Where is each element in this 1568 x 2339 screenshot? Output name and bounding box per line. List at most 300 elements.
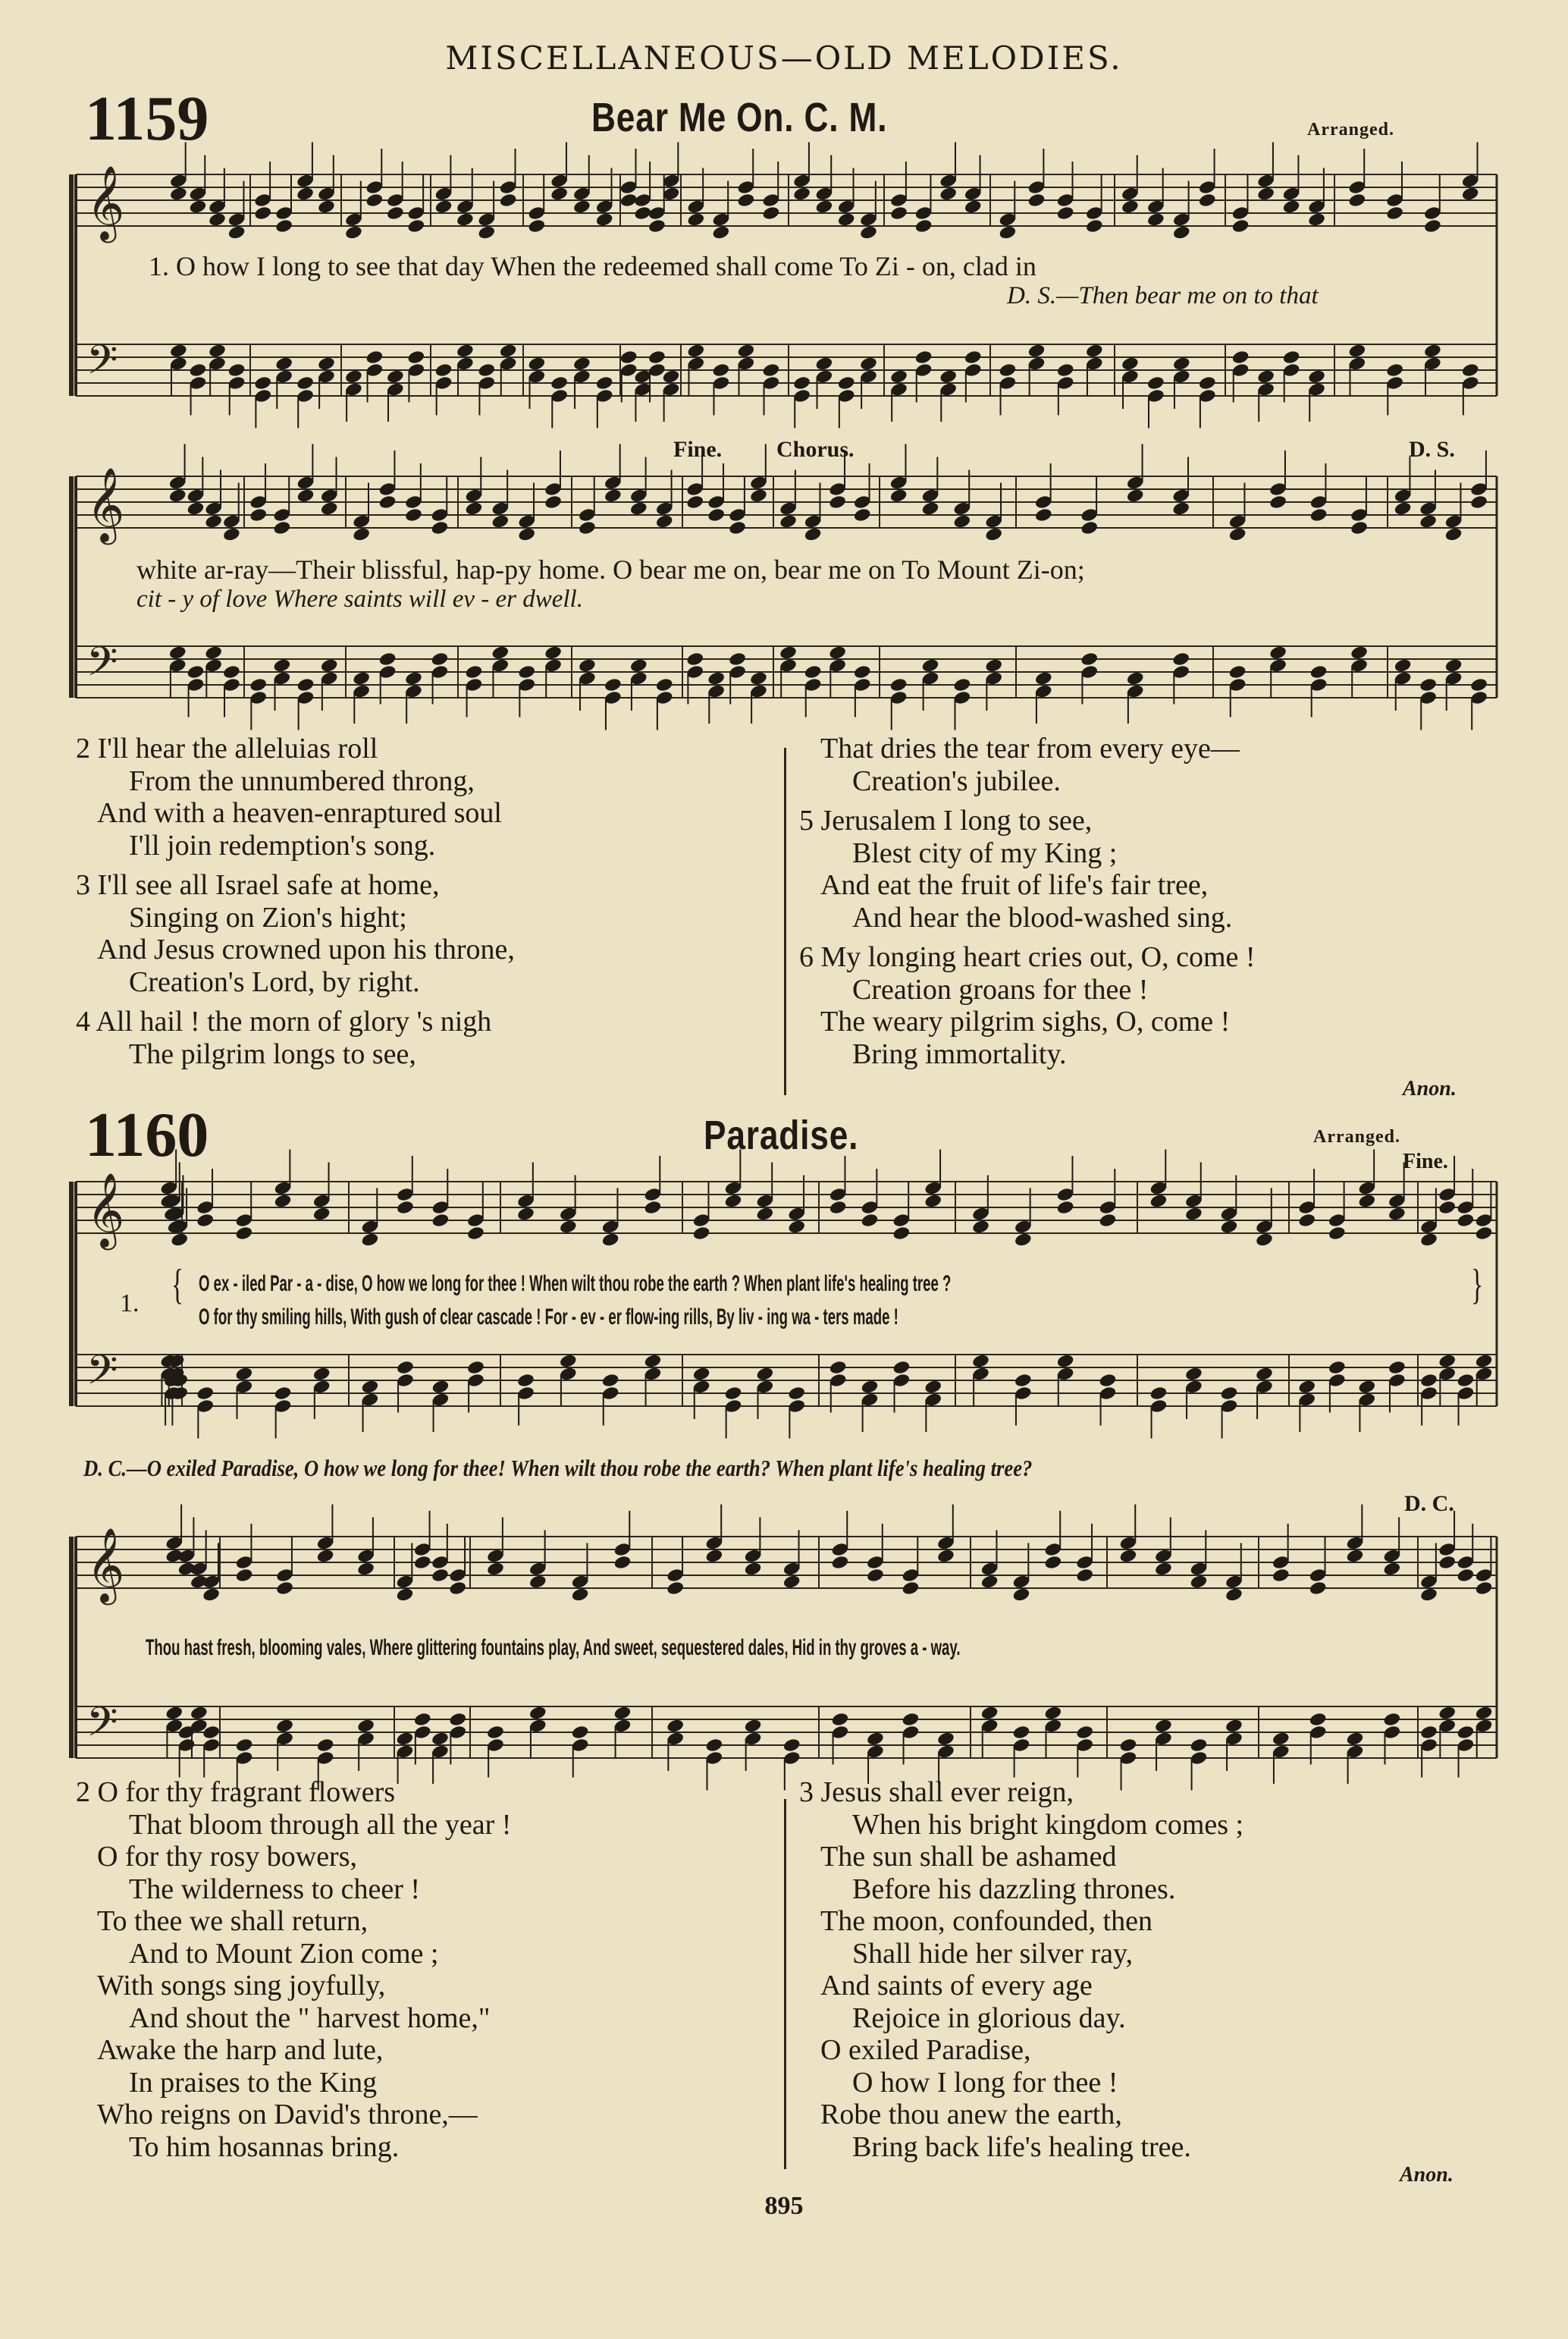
note-head — [711, 363, 730, 378]
hymn-1159-stanzas-right — [799, 733, 1256, 1078]
note-head — [1309, 1581, 1328, 1596]
note-head — [1469, 494, 1488, 510]
note-head — [572, 199, 591, 215]
stanza-line — [97, 1873, 511, 1906]
note-head — [1171, 501, 1190, 516]
note-head — [222, 664, 241, 680]
note-head — [1350, 645, 1369, 661]
stanza-text: The pilgrim longs to see, — [129, 1038, 416, 1070]
stanza-text: Who reigns on David's throne,— — [97, 2099, 478, 2130]
note-head — [1231, 218, 1250, 234]
note-head — [914, 218, 933, 234]
note-head — [1457, 1373, 1475, 1389]
note-head — [317, 199, 336, 215]
note-head — [1043, 1555, 1062, 1571]
hymn-1159-author: Anon. — [1403, 1077, 1457, 1100]
note-head — [921, 501, 940, 516]
note-head — [1297, 1213, 1316, 1229]
note-head — [1126, 488, 1145, 504]
note-head — [396, 1360, 415, 1376]
note-head — [296, 677, 315, 693]
note-head — [686, 212, 705, 228]
stanza-line — [820, 1873, 1243, 1906]
stanza-text: Singing on Zion's hight; — [129, 901, 407, 934]
stanza-line — [820, 2067, 1243, 2099]
note-head — [456, 343, 475, 359]
note-head — [499, 343, 518, 359]
stanza-text: When his bright kingdom comes ; — [852, 1808, 1244, 1841]
note-head — [316, 1548, 335, 1564]
note-head — [253, 206, 272, 221]
note-head — [861, 1379, 880, 1395]
page-header: MISCELLANEOUS—OLD MELODIES. — [445, 39, 1123, 77]
bass-clef-icon: 𝄢 — [86, 1347, 118, 1404]
stanza-line — [97, 2034, 511, 2067]
note-head — [644, 1200, 663, 1216]
note-head — [1231, 350, 1250, 366]
hymn-1159-lyric-line-1: 1. O how I long to see that day When the redeemed shall come To Zi - on, clad in — [149, 251, 1036, 281]
stanza-line — [820, 2002, 1243, 2035]
note-head — [406, 350, 425, 366]
note-head — [762, 206, 781, 221]
note-head — [866, 1568, 885, 1584]
note-head — [448, 1712, 467, 1728]
note-head — [724, 1386, 743, 1402]
note-head — [296, 488, 315, 504]
stanza-line — [97, 797, 515, 830]
note-head — [984, 526, 1003, 542]
note-head — [831, 1555, 850, 1571]
note-head — [1119, 1548, 1138, 1564]
note-head — [396, 1587, 415, 1603]
note-head — [571, 1587, 590, 1603]
note-head — [477, 224, 496, 240]
stanza-line — [97, 1841, 511, 1873]
note-head — [1154, 1561, 1173, 1577]
note-head — [189, 363, 208, 378]
note-head — [378, 494, 397, 510]
stanza-text: The wilderness to cheer ! — [129, 1873, 421, 1905]
stanza-number: 5 — [799, 805, 821, 837]
stanza-text: Awake the harp and lute, — [97, 2034, 384, 2066]
stanza-line — [820, 765, 1256, 798]
note-head — [1357, 1193, 1376, 1209]
note-head — [728, 520, 747, 536]
note-head — [889, 206, 908, 221]
stanza-line — [820, 1841, 1243, 1873]
note-head — [1423, 218, 1442, 234]
note-head — [1184, 1366, 1203, 1382]
stanza-line — [97, 966, 515, 999]
note-head — [486, 1725, 505, 1741]
stanza-line — [820, 2034, 1243, 2067]
stanza-number: 2 — [76, 733, 98, 764]
stanza-text: And saints of every age — [820, 1970, 1093, 2001]
note-head — [1012, 1725, 1031, 1741]
note-head — [964, 350, 983, 366]
note-head — [1198, 375, 1217, 391]
note-head — [559, 1219, 578, 1235]
note-head — [273, 658, 292, 673]
note-head — [939, 369, 958, 385]
note-head — [466, 1360, 485, 1376]
note-head — [235, 1366, 254, 1382]
note-head — [1119, 1738, 1138, 1753]
note-head — [1126, 670, 1145, 686]
note-head — [386, 206, 405, 221]
stanza-text: Jesus shall ever reign, — [820, 1776, 1074, 1808]
note-head — [204, 513, 223, 529]
stanza-text: The sun shall be ashamed — [820, 1841, 1117, 1873]
note-head — [491, 513, 510, 529]
note-head — [924, 1379, 942, 1395]
note-head — [892, 1360, 911, 1376]
note-head — [550, 375, 569, 391]
hymn-1160-author: Anon. — [1400, 2163, 1454, 2187]
note-head — [196, 1386, 215, 1402]
note-head — [1255, 1232, 1274, 1248]
note-head — [1080, 520, 1099, 536]
note-head — [1043, 1705, 1062, 1721]
note-head — [1228, 526, 1247, 542]
note-head — [434, 363, 453, 378]
note-head — [1172, 224, 1191, 240]
note-head — [984, 658, 1003, 673]
note-head — [378, 651, 397, 667]
stanza-line — [820, 869, 1256, 902]
note-head — [274, 218, 293, 234]
note-head — [1438, 1353, 1457, 1369]
stanza-text: That bloom through all the year ! — [129, 1808, 512, 1841]
note-head — [312, 1366, 331, 1382]
note-head — [516, 1373, 535, 1389]
note-head — [971, 1219, 990, 1235]
note-head — [1220, 1386, 1239, 1402]
note-head — [222, 526, 241, 542]
fine-label: Fine. — [673, 437, 723, 462]
note-head — [1419, 513, 1438, 529]
stanza-text: The moon, confounded, then — [820, 1905, 1152, 1937]
note-head — [196, 1213, 215, 1229]
note-head — [804, 526, 823, 542]
note-head — [434, 199, 453, 215]
note-head — [274, 356, 293, 372]
stanza-text: And eat the fruit of life's fair tree, — [820, 869, 1209, 901]
note-head — [1121, 199, 1140, 215]
stanza-text: O for thy fragrant flowers — [97, 1776, 396, 1808]
stanza-text: Creation's jubilee. — [852, 764, 1061, 797]
note-head — [1085, 343, 1104, 359]
note-head — [275, 1718, 294, 1734]
note-head — [728, 651, 747, 667]
brace-left: { — [171, 1261, 184, 1308]
note-head — [491, 645, 510, 661]
note-head — [666, 1718, 685, 1734]
note-head — [1014, 1373, 1033, 1389]
hymn-1160-arranger: Arranged. — [1313, 1127, 1400, 1147]
note-head — [1394, 658, 1413, 673]
note-head — [413, 1555, 432, 1571]
note-head — [837, 212, 856, 228]
note-head — [1307, 212, 1326, 228]
note-head — [235, 1738, 254, 1753]
note-head — [1309, 664, 1328, 680]
note-head — [859, 224, 878, 240]
note-head — [787, 1386, 806, 1402]
note-head — [169, 343, 188, 359]
note-head — [1269, 645, 1287, 661]
stanza-text: Robe thou anew the earth, — [820, 2099, 1122, 2130]
note-head — [517, 526, 536, 542]
note-head — [999, 363, 1018, 378]
note-head — [1438, 1555, 1457, 1571]
hymn-1159-arranger: Arranged. — [1307, 120, 1394, 140]
note-head — [1419, 677, 1438, 693]
note-head — [528, 1705, 547, 1721]
note-head — [486, 1561, 505, 1577]
note-head — [312, 1206, 331, 1222]
stanza-line — [97, 1938, 511, 1970]
note-head — [1385, 363, 1404, 378]
stanza-text: Blest city of my King ; — [852, 837, 1118, 869]
stanza-text: O how I long for thee ! — [852, 2066, 1118, 2099]
note-head — [692, 1226, 711, 1242]
stanza-line — [820, 1038, 1256, 1071]
note-head — [1056, 206, 1075, 221]
stanza-line — [799, 1776, 1243, 1809]
note-head — [604, 677, 622, 693]
note-head — [744, 1561, 763, 1577]
note-head — [466, 1226, 485, 1242]
note-head — [544, 494, 563, 510]
note-head — [619, 350, 638, 366]
stanza-line — [97, 2067, 511, 2099]
note-head — [685, 651, 704, 667]
note-head — [1461, 363, 1480, 378]
note-head — [889, 677, 908, 693]
note-head — [1034, 670, 1053, 686]
note-head — [655, 513, 674, 529]
note-head — [406, 218, 425, 234]
note-head — [980, 1705, 999, 1721]
hymn-1160-title: Paradise. — [704, 1113, 859, 1158]
note-head — [578, 520, 597, 536]
hymn-1160-verse-number: 1. — [120, 1289, 140, 1317]
note-head — [1256, 369, 1275, 385]
note-head — [189, 199, 208, 215]
note-head — [456, 212, 475, 228]
note-head — [633, 206, 652, 221]
note-head — [365, 193, 384, 209]
note-head — [755, 1366, 774, 1382]
note-head — [815, 356, 834, 372]
stanza-line — [820, 1970, 1243, 2002]
ds-label: D. S. — [1409, 437, 1455, 462]
note-head — [1012, 1587, 1031, 1603]
note-head — [692, 1366, 711, 1382]
note-head — [1457, 1568, 1475, 1584]
note-head — [804, 664, 823, 680]
note-head — [1056, 363, 1075, 378]
note-head — [829, 1360, 848, 1376]
stanza-text: Before his dazzling thrones. — [852, 1873, 1176, 1905]
note-head — [431, 651, 450, 667]
note-head — [964, 199, 983, 215]
note-head — [1438, 1200, 1457, 1216]
stanza-text: The weary pilgrim sighs, O, come ! — [820, 1006, 1231, 1038]
stanza-text: And to Mount Zion come ; — [129, 1937, 439, 1970]
note-head — [662, 369, 681, 385]
note-head — [914, 350, 933, 366]
note-head — [235, 1568, 254, 1584]
note-head — [1198, 193, 1217, 209]
note-head — [1171, 651, 1190, 667]
note-head — [902, 1581, 920, 1596]
stanza-line — [97, 2131, 511, 2164]
note-head — [1099, 1213, 1118, 1229]
note-head — [1346, 1731, 1365, 1747]
column-divider-2 — [784, 1799, 786, 2169]
note-head — [1154, 1718, 1173, 1734]
stanza-number: 6 — [799, 941, 821, 973]
note-head — [648, 218, 666, 234]
note-head — [396, 1731, 415, 1747]
stanza-line — [97, 1905, 511, 1938]
page-number: 895 — [764, 2192, 804, 2220]
note-head — [431, 1379, 450, 1395]
stanza-line — [820, 1905, 1243, 1938]
note-head — [1149, 1193, 1168, 1209]
note-head — [1225, 1718, 1243, 1734]
note-head — [1469, 677, 1488, 693]
column-divider — [784, 748, 786, 1095]
note-head — [296, 186, 315, 202]
note-head — [1172, 356, 1191, 372]
stanza-text: That dries the tear from every eye— — [820, 733, 1240, 764]
note-head — [705, 1738, 724, 1753]
note-head — [571, 1725, 590, 1741]
note-head — [1146, 212, 1165, 228]
note-head — [396, 1200, 415, 1216]
note-head — [365, 350, 384, 366]
note-head — [1328, 1360, 1347, 1376]
stanza-line — [820, 733, 1256, 765]
note-head — [356, 1718, 375, 1734]
stanza-text: Bring immortality. — [852, 1038, 1067, 1070]
stanza-text: My longing heart cries out, O, come ! — [820, 941, 1256, 973]
note-head — [1184, 1206, 1203, 1222]
stanza-number: 2 — [76, 1776, 98, 1808]
hymn-1159-ds-lyric: D. S.—Then bear me on to that — [1007, 282, 1319, 309]
note-head — [1419, 1725, 1438, 1741]
stanza-line — [820, 1938, 1243, 1970]
stanza-line — [97, 1038, 515, 1071]
stanza-line — [97, 1970, 511, 2002]
note-head — [613, 1555, 632, 1571]
note-head — [1220, 1219, 1239, 1235]
note-head — [1282, 350, 1301, 366]
stanza-line — [820, 2131, 1243, 2164]
note-head — [601, 1232, 620, 1248]
note-head — [1388, 1360, 1406, 1376]
note-head — [705, 1548, 724, 1564]
note-head — [1423, 343, 1442, 359]
note-head — [517, 664, 536, 680]
stanza-line — [820, 2099, 1243, 2131]
note-head — [465, 501, 484, 516]
note-head — [889, 488, 908, 504]
note-head — [431, 520, 450, 536]
note-head — [249, 507, 268, 523]
note-head — [613, 1705, 632, 1721]
note-head — [1350, 520, 1369, 536]
note-head — [837, 375, 856, 391]
stanza-line — [97, 765, 515, 798]
stanza-text: O for thy rosy bowers, — [97, 1841, 358, 1873]
note-head — [1075, 1568, 1094, 1584]
note-head — [187, 664, 205, 680]
note-head — [655, 677, 674, 693]
note-head — [952, 513, 971, 529]
note-head — [528, 356, 547, 372]
note-head — [1385, 206, 1404, 221]
note-head — [779, 513, 798, 529]
note-head — [1461, 186, 1480, 202]
note-head — [1309, 507, 1328, 523]
note-head — [1419, 1373, 1438, 1389]
stanza-number: 4 — [76, 1006, 96, 1038]
bass-clef-icon: 𝄢 — [86, 639, 118, 695]
note-head — [686, 343, 705, 359]
note-head — [317, 356, 336, 372]
note-head — [1099, 1373, 1118, 1389]
note-head — [1146, 375, 1165, 391]
note-head — [1457, 1213, 1475, 1229]
stanza-line — [820, 974, 1256, 1006]
note-head — [544, 645, 563, 661]
note-head — [1272, 1568, 1290, 1584]
hymn-1160-stanzas-left — [76, 1776, 512, 2171]
stanza-text: From the unnumbered throng, — [129, 764, 475, 797]
bass-clef-icon: 𝄢 — [86, 1699, 118, 1756]
hymn-1160-dc-line: D. C.—O exiled Paradise, O how we long for thee! When wilt thou robe the earth? When plant life's healing tree? — [83, 1455, 1033, 1481]
note-head — [170, 1232, 189, 1248]
note-head — [1269, 494, 1287, 510]
note-head — [724, 1193, 743, 1209]
note-head — [595, 375, 614, 391]
note-head — [644, 1353, 663, 1369]
note-head — [165, 1705, 183, 1721]
hymn-1160-fine-label: Fine. — [1403, 1150, 1448, 1173]
note-head — [1475, 1226, 1494, 1242]
stanza-line — [820, 1809, 1243, 1841]
stanza-line — [820, 902, 1256, 934]
note-head — [779, 645, 798, 661]
note-head — [737, 343, 756, 359]
stanza-line — [76, 869, 515, 902]
note-head — [344, 224, 363, 240]
stanza-text: To thee we shall return, — [97, 1905, 368, 1937]
note-head — [528, 218, 547, 234]
stanza-text: And hear the blood-washed sing. — [852, 901, 1233, 934]
note-head — [1075, 1725, 1094, 1741]
stanza-line — [97, 2099, 511, 2131]
stanza-text: And shout the " harvest home," — [129, 2001, 491, 2034]
note-head — [1255, 1366, 1274, 1382]
treble-clef-icon: 𝄞 — [86, 467, 125, 542]
hymn-1160-lyric-1a: O ex - iled Par - a - dise, O how we long for thee ! When wilt thou robe the earth ? When plant life's healing tree ? — [199, 1271, 952, 1296]
note-head — [404, 507, 423, 523]
